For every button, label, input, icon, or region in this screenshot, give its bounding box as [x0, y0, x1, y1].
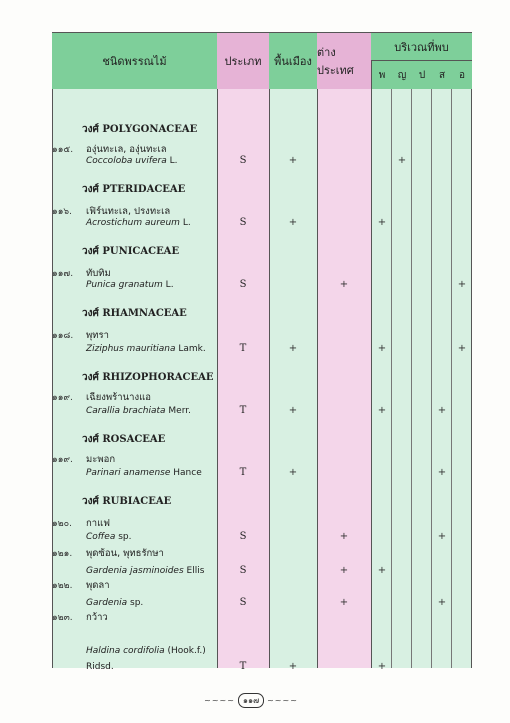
- author-continued: Ridsd.: [86, 662, 114, 672]
- family-heading: วงศ์ PTERIDACEAE: [82, 184, 186, 195]
- region-mark: +: [377, 661, 387, 672]
- region-mark: +: [377, 217, 387, 228]
- native-mark: +: [288, 155, 298, 166]
- scientific-name: [86, 646, 206, 656]
- type-value: T: [239, 467, 247, 478]
- entry-number: ๑๒๑.: [52, 549, 73, 559]
- scientific-name: [86, 468, 202, 478]
- divider: [411, 60, 412, 668]
- author-citation: (Hook.f.): [164, 646, 206, 656]
- entry-number: ๑๒๓.: [52, 613, 73, 623]
- native-mark: +: [288, 661, 298, 672]
- species-header: ชนิดพรรณไม้: [52, 33, 217, 89]
- region-mark: +: [437, 597, 447, 608]
- scientific-name: [86, 532, 131, 542]
- type-value: S: [239, 531, 247, 542]
- thai-name: พุทรา: [86, 330, 109, 341]
- scientific-name: [86, 280, 174, 290]
- thai-name: กว้าว: [86, 612, 108, 623]
- species-epithet: Gardenia jasminoides: [86, 566, 184, 576]
- species-epithet: Punica granatum: [86, 280, 163, 290]
- ornament-right: ~~~~: [267, 695, 298, 705]
- species-epithet: Gardenia: [86, 598, 128, 608]
- region-col-s: ส: [432, 61, 452, 89]
- entry-number: ๑๑๖.: [52, 207, 72, 217]
- thai-name: มะพอก: [86, 454, 116, 465]
- scientific-name: [86, 598, 143, 608]
- scientific-name: [86, 344, 206, 354]
- page-footer: [205, 694, 297, 706]
- entry-number: ๑๑๙.: [52, 393, 73, 403]
- type-value: T: [239, 661, 247, 672]
- region-mark: +: [437, 467, 447, 478]
- region-header: บริเวณที่พบ: [371, 33, 472, 61]
- region-mark: +: [377, 565, 387, 576]
- type-value: S: [239, 279, 247, 290]
- type-value: S: [239, 565, 247, 576]
- exotic-mark: +: [339, 565, 349, 576]
- entry-number: ๑๒๒.: [52, 581, 73, 591]
- species-epithet: Haldina cordifolia: [86, 646, 165, 656]
- divider: [451, 60, 452, 668]
- region-mark: +: [377, 405, 387, 416]
- type-value: S: [239, 597, 247, 608]
- author-citation: Merr.: [165, 406, 191, 416]
- family-heading: วงศ์ POLYGONACEAE: [82, 124, 198, 135]
- thai-name: พุดซ้อน, พุทธรักษา: [86, 548, 164, 559]
- divider: [391, 60, 392, 668]
- species-table: [52, 32, 472, 672]
- author-citation: sp.: [127, 598, 144, 608]
- native-mark: +: [288, 405, 298, 416]
- native-mark: +: [288, 467, 298, 478]
- region-mark: +: [377, 343, 387, 354]
- native-mark: +: [288, 343, 298, 354]
- exotic-mark: +: [339, 279, 349, 290]
- exotic-header: ต่างประเทศ: [317, 33, 371, 89]
- family-heading: วงศ์ PUNICACEAE: [82, 246, 180, 257]
- entry-number: ๑๒๐.: [52, 519, 72, 529]
- scientific-name: [86, 406, 191, 416]
- species-epithet: Acrostichum aureum: [86, 218, 180, 228]
- type-header: ประเภท: [217, 33, 269, 89]
- region-col-o: อ: [452, 61, 472, 89]
- region-col-y: ญ: [392, 61, 412, 89]
- author-citation: L.: [179, 218, 191, 228]
- native-header: พื้นเมือง: [269, 33, 317, 89]
- table-header: [52, 32, 472, 88]
- region-mark: +: [397, 155, 407, 166]
- thai-name: พุดลา: [86, 580, 110, 591]
- species-epithet: Coffea: [86, 532, 116, 542]
- species-epithet: Coccoloba uvifera: [86, 156, 167, 166]
- thai-name: ทับทิม: [86, 268, 111, 279]
- scientific-name: [86, 156, 178, 166]
- family-heading: วงศ์ RHAMNACEAE: [82, 308, 187, 319]
- region-mark: +: [437, 531, 447, 542]
- author-citation: Hance: [170, 468, 202, 478]
- region-col-b: ป: [412, 61, 432, 89]
- type-value: T: [239, 405, 247, 416]
- ornament-left: ~~~~: [204, 695, 235, 705]
- region-col-p: พ: [372, 61, 392, 89]
- entry-number: ๑๑๕.: [52, 145, 74, 155]
- page-number: ๑๑๗: [238, 693, 264, 708]
- thai-name: องุ่นทะเล, องุ่นทะเล: [86, 144, 167, 155]
- entry-number: ๑๑๙.: [52, 455, 73, 465]
- type-value: T: [239, 343, 247, 354]
- exotic-mark: +: [339, 597, 349, 608]
- thai-name: เฉียงพร้านางแอ: [86, 392, 151, 403]
- author-citation: L.: [166, 156, 178, 166]
- entry-number: ๑๑๘.: [52, 331, 74, 341]
- family-heading: วงศ์ ROSACEAE: [82, 434, 166, 445]
- family-heading: วงศ์ RHIZOPHORACEAE: [82, 372, 214, 383]
- thai-name: เฟิร์นทะเล, ปรงทะเล: [86, 206, 171, 217]
- type-value: S: [239, 155, 247, 166]
- thai-name: กาแฟ: [86, 518, 110, 529]
- author-citation: Lamk.: [175, 344, 206, 354]
- type-value: S: [239, 217, 247, 228]
- species-epithet: Carallia brachiata: [86, 406, 166, 416]
- native-mark: +: [288, 217, 298, 228]
- author-citation: sp.: [115, 532, 132, 542]
- region-mark: +: [457, 279, 467, 290]
- divider: [431, 60, 432, 668]
- species-epithet: Parinari anamense: [86, 468, 171, 478]
- author-citation: L.: [162, 280, 174, 290]
- region-mark: +: [457, 343, 467, 354]
- scientific-name: [86, 566, 204, 576]
- family-heading: วงศ์ RUBIACEAE: [82, 496, 172, 507]
- exotic-mark: +: [339, 531, 349, 542]
- region-mark: +: [437, 405, 447, 416]
- scientific-name: [86, 218, 191, 228]
- entry-number: ๑๑๗.: [52, 269, 74, 279]
- species-epithet: Ziziphus mauritiana: [86, 344, 176, 354]
- author-citation: Ellis: [183, 566, 205, 576]
